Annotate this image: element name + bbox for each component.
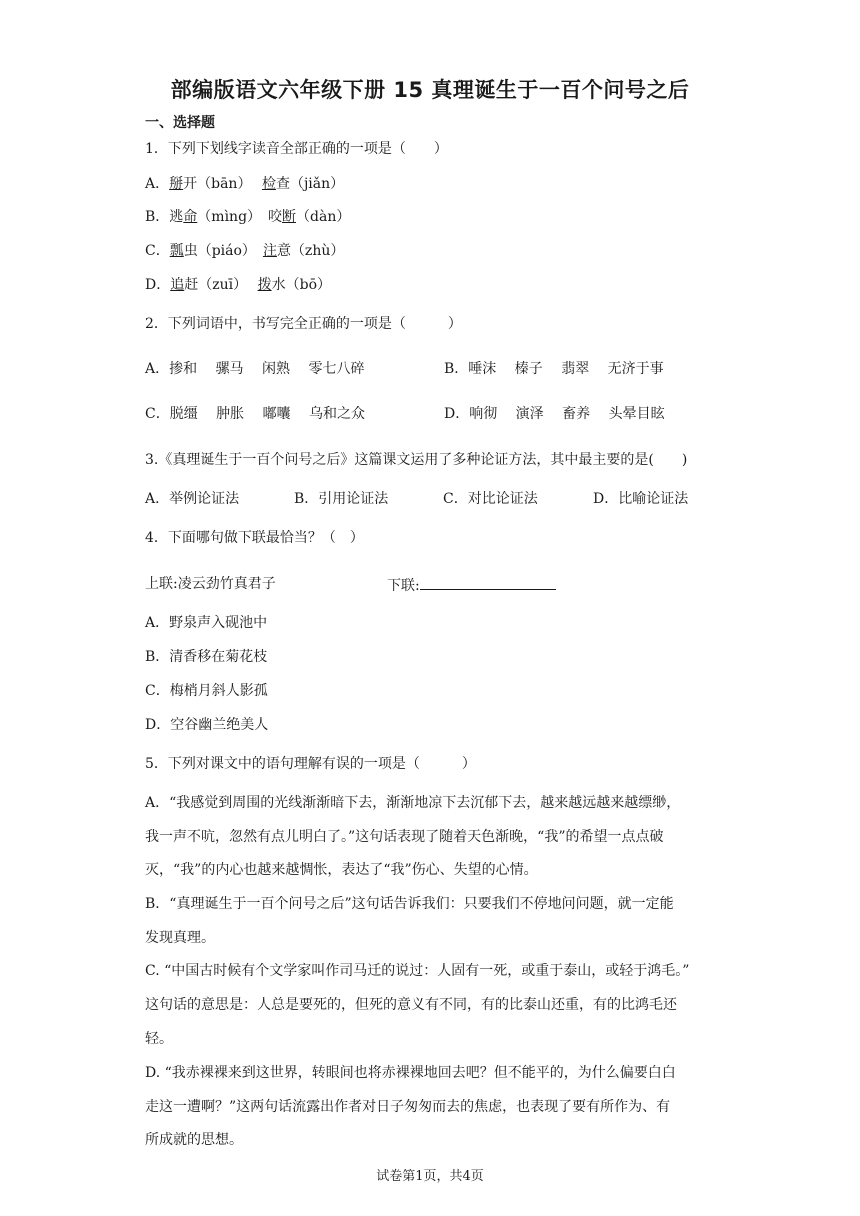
option-text: 虫（piáo） [183, 243, 249, 259]
q5-option-c-line2: 这句话的意思是：人总是要死的，但死的意义有不同，有的比泰山还重，有的比鸿毛还 [145, 997, 677, 1013]
q1-option-c [145, 241, 344, 261]
q2-option-a: A．掺和 骡马 闲熟 零七八碎 [145, 361, 365, 377]
q3-option-d: D．比喻论证法 [593, 491, 689, 507]
lower-couplet [387, 574, 556, 596]
option-text: 意（zhù） [276, 243, 345, 259]
q5-option-a-line3: 灭，“我”的内心也越来越惆怅，表达了“我”伤心、失望的心情。 [145, 862, 538, 878]
underlined-char: 断 [282, 209, 297, 225]
q2-option-d: D．响彻 演泽 畜养 头晕目眩 [444, 406, 665, 422]
q2-row-1 [145, 359, 715, 379]
q2-option-c: C．脱缰 肿胀 嘟囔 乌和之众 [145, 406, 366, 422]
option-prefix: C． [145, 243, 170, 259]
q3-option-b: B．引用论证法 [294, 491, 389, 507]
page-footer: 试卷第1页，共4页 [376, 1169, 484, 1184]
option-prefix: B．逃 [145, 209, 184, 225]
q5-option-a-line1: A．“我感觉到周围的光线渐渐暗下去，渐渐地凉下去沉郁下去，越来越远越来越缥缈， [145, 795, 681, 811]
option-text: （dàn） [296, 209, 351, 225]
section-heading: 一、选择题 [145, 115, 215, 131]
q1-option-a [145, 174, 344, 194]
q4-option-d: D．空谷幽兰绝美人 [145, 717, 269, 733]
option-text: 查（jiǎn） [275, 176, 345, 192]
option-text: 赶（zuī） [184, 277, 241, 293]
page-title: 部编版语文六年级下册 15 真理诞生于一百个问号之后 [170, 78, 690, 102]
q4-option-b: B．清香移在菊花枝 [145, 649, 268, 665]
q3-option-c: C．对比论证法 [443, 491, 538, 507]
q5-option-b-line1: B．“真理诞生于一百个问号之后”这句话告诉我们：只要我们不停地问问题，就一定能 [145, 896, 674, 912]
q5-option-d-line2: 走这一遭啊？”这两句话流露出作者对日子匆匆而去的焦虑，也表现了要有所作为、有 [145, 1099, 671, 1115]
q5-option-c-line1: C. “中国古时候有个文学家叫作司马迁的说过：人固有一死，或重于泰山，或轻于鸿毛。” [145, 963, 690, 979]
answer-blank[interactable] [420, 574, 556, 590]
option-prefix: D． [145, 277, 171, 293]
q3-stem: 3.《真理诞生于一百个问号之后》这篇课文运用了多种论证方法，其中最主要的是( ) [145, 452, 688, 468]
option-text: 咬 [268, 209, 283, 225]
option-text: （mìng） [197, 209, 255, 225]
q2-stem: 2．下列词语中，书写完全正确的一项是（ ） [145, 316, 462, 332]
underlined-char: 注 [262, 243, 277, 259]
q4-stem: 4．下面哪句做下联最恰当？（ ） [145, 530, 364, 546]
underlined-char: 掰 [169, 176, 184, 192]
q4-option-c: C．梅梢月斜人影孤 [145, 683, 268, 699]
underlined-char: 拨 [257, 277, 272, 293]
underlined-char: 检 [261, 176, 276, 192]
option-text: 水（bō） [271, 277, 331, 293]
q1-option-b [145, 207, 350, 227]
lower-couplet-label: 下联: [387, 578, 420, 594]
option-text: 开（bān） [183, 176, 245, 192]
underlined-char: 瓢 [169, 243, 184, 259]
q2-option-b: B．唾沫 榛子 翡翠 无济于事 [444, 361, 664, 377]
q1-stem: 1．下列下划线字读音全部正确的一项是（ ） [145, 141, 448, 157]
q4-option-a: A．野泉声入砚池中 [145, 615, 268, 631]
underlined-char: 追 [170, 277, 185, 293]
option-prefix: A． [145, 176, 170, 192]
q5-option-c-line3: 轻。 [145, 1031, 173, 1047]
q5-stem: 5．下列对课文中的语句理解有误的一项是（ ） [145, 756, 476, 772]
q5-option-b-line2: 发现真理。 [145, 930, 215, 946]
q4-couplet [145, 574, 705, 594]
q5-option-a-line2: 我一声不吭，忽然有点儿明白了。”这句话表现了随着天色渐晚，“我”的希望一点点破 [145, 829, 664, 845]
q5-option-d-line3: 所成就的思想。 [145, 1132, 243, 1148]
q5-option-d-line1: D. “我赤裸裸来到这世界，转眼间也将赤裸裸地回去吧？但不能平的，为什么偏要白白 [145, 1065, 676, 1081]
upper-couplet: 上联:凌云劲竹真君子 [145, 576, 276, 592]
underlined-char: 命 [183, 209, 198, 225]
q1-option-d [145, 275, 331, 295]
q3-option-a: A．举例论证法 [145, 491, 240, 507]
q2-row-2 [145, 404, 715, 424]
